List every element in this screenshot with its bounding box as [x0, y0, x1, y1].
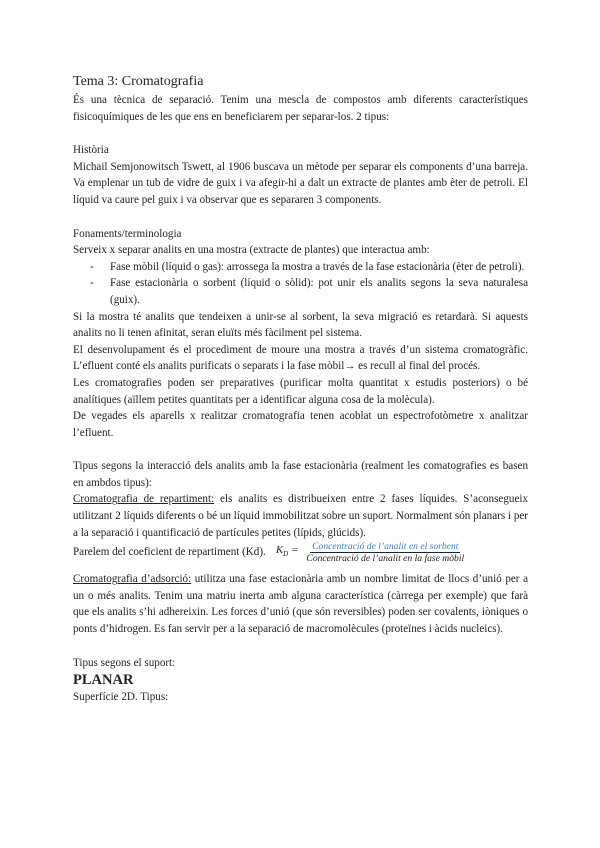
page-title: Tema 3: Cromatografia	[73, 74, 204, 89]
suport-lead: Tipus segons el suport:	[73, 656, 176, 669]
formula-denominator: Concentració de l’analit en la fase mòbil	[306, 552, 465, 564]
formula-numerator: Concentració de l’analit en el sorbent	[312, 540, 459, 552]
repartiment-paragraph: Cromatografia de repartiment: els analits es distribueixen entre 2 fases líquides. S’aconsegueix utilitzant 2 líquids diferents o bé un líquid immobilitzat sobre un suport. Normalment són planars i per a la separació i quantificació de partícules petites (lípids, glúcids).	[73, 493, 528, 539]
list-item: - Fase estacionària o sorbent (líquid o sòlid): pot unir els analits segons la seva naturalesa (guix).	[90, 277, 528, 306]
kd-line	[73, 541, 528, 563]
historia-paragraph: Michail Semjonowitsch Tswett, al 1906 buscava un mètode per separar els components d’una barreja. Va emplenar un tub de vidre de guix i va afegir-hi a dalt un extracte de plantes amb èter de petroli. El líquid va caure pel guix i va observar que es separaren 3 components.	[73, 160, 528, 206]
kd-formula: $K_D$ = $\frac{\text{Concentració de l’analit en el sorbent}}{\text{Concentració de l’analit en la fase mòbil}}$	[275, 540, 465, 564]
intro-paragraph: És una tècnica de separació. Tenim una mescla de compostos amb diferents característiques fisicoquímiques de les que ens en beneficiarem per separar-los. 2 tipus:	[73, 94, 528, 123]
document-content	[73, 73, 528, 706]
fonaments-paragraph-4: De vegades els aparells x realitzar cromatografia tenen acoblat un espectrofotòmetre x analitzar l’efluent.	[73, 410, 528, 439]
adsorcio-label: Cromatografia d’adsorció:	[73, 573, 192, 586]
list-item: - Fase mòbil (líquid o gas): arrossega la mostra a través de la fase estacionària (èter de petroli).	[90, 260, 525, 273]
historia-heading: Història	[73, 144, 109, 157]
fonaments-heading: Fonaments/terminologia	[73, 227, 182, 240]
tipus-interaccio-lead: Tipus segons la interacció dels analits amb la fase estacionària (realment les comatografies es basen en ambdos tipus):	[73, 460, 528, 489]
phase-list	[73, 259, 528, 309]
fonaments-paragraph-2: El desenvolupament és el procediment de moure una mostra a través d’un sistema cromatogràfic. L’efluent conté els analits purificats o separats i la fase mòbil→ es recull al final del procés.	[73, 343, 528, 373]
adsorcio-paragraph: Cromatografia d’adsorció: utilitza una fase estacionària amb un nombre limitat de llocs d’unió per a un o més analits. Tenim una matriu inerta amb alguna característica (càrrega per exemple) que farà que els analits s’hi adhereixin. Les forces d’unió (que són reversibles) poden ser covalents, iòniques o ponts d’hidrogen. Es fan servir per a la separació de macromolècules (proteïnes i àcids nucleics).	[73, 573, 528, 636]
fonaments-lead: Serveix x separar analits en una mostra (extracte de plantes) que interactua amb:	[73, 244, 430, 257]
fonaments-paragraph-1: Si la mostra té analits que tendeixen a unir-se al sorbent, la seva migració es retardarà. Si aquests analits no li tenen afinitat, seran eluïts més fàcilment pel sistema.	[73, 310, 528, 340]
fonaments-paragraph-3: Les cromatografies poden ser preparatives (purificar molta quantitat x estudis posteriors) o bé analítiques (aïllem petites quantitats per a identificar alguna cosa de la molècula).	[73, 376, 528, 406]
kd-text: Parelem del coeficient de repartiment (Kd).	[73, 545, 266, 558]
planar-heading: PLANAR	[73, 672, 134, 689]
repartiment-label: Cromatografia de repartiment:	[73, 493, 215, 506]
planar-text: Superfície 2D. Tipus:	[73, 691, 169, 704]
